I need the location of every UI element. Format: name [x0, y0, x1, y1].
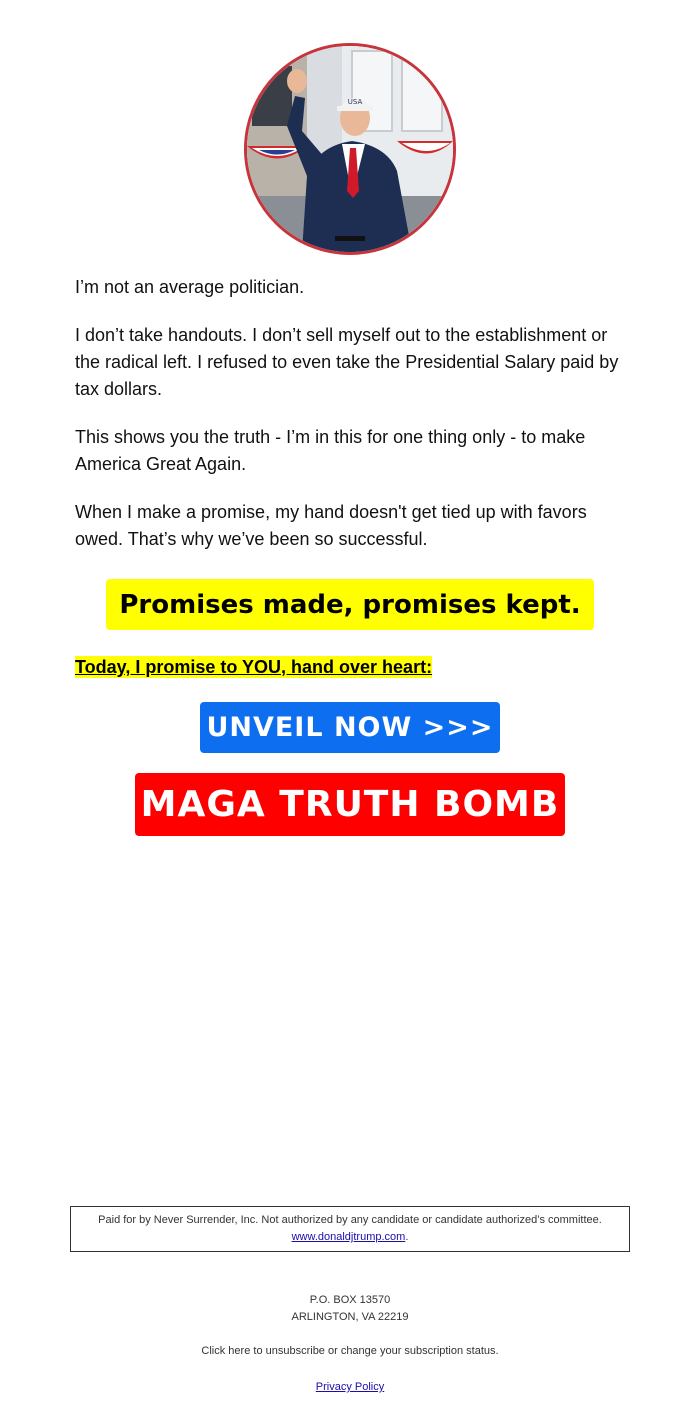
promise-paragraph: When I make a promise, my hand doesn't get tied up with favors owed. That’s why we’ve been so successful. — [75, 502, 587, 549]
disclaimer-text: Paid for by Never Surrender, Inc. Not authorized by any candidate or candidate authorized’s committee. — [98, 1214, 602, 1226]
website-link[interactable]: www.donaldjtrump.com — [291, 1231, 406, 1243]
truth-paragraph: This shows you the truth - I’m in this for one thing only - to make America Great Again. — [75, 427, 586, 474]
promises-kept-banner: Promises made, promises kept. — [106, 579, 594, 630]
city-address: ARLINGTON, VA 22219 — [291, 1311, 409, 1323]
maga-truth-bomb-button[interactable]: MAGA TRUTH BOMB — [135, 773, 565, 836]
portrait-photo — [244, 43, 456, 255]
today-promise-heading: Today, I promise to YOU, hand over heart: — [75, 657, 433, 677]
unsubscribe-link[interactable]: Click here to unsubscribe or change your subscription status. — [201, 1345, 499, 1357]
handouts-paragraph: I don’t take handouts. I don’t sell myself out to the establishment or the radical left. I refused to even take the Presidential Salary paid by tax dollars. — [75, 325, 619, 399]
website-suffix: . — [405, 1231, 409, 1243]
po-box-address: P.O. BOX 13570 — [309, 1294, 391, 1306]
paid-for-disclaimer — [70, 1206, 630, 1252]
intro-paragraph: I’m not an average politician. — [75, 277, 305, 297]
privacy-policy-link[interactable]: Privacy Policy — [315, 1381, 385, 1393]
unveil-now-button[interactable]: UNVEIL NOW >>> — [200, 702, 500, 753]
svg-text:USA: USA — [347, 98, 363, 106]
privacy-section — [0, 1379, 700, 1396]
portrait-photo-icon — [247, 46, 453, 252]
